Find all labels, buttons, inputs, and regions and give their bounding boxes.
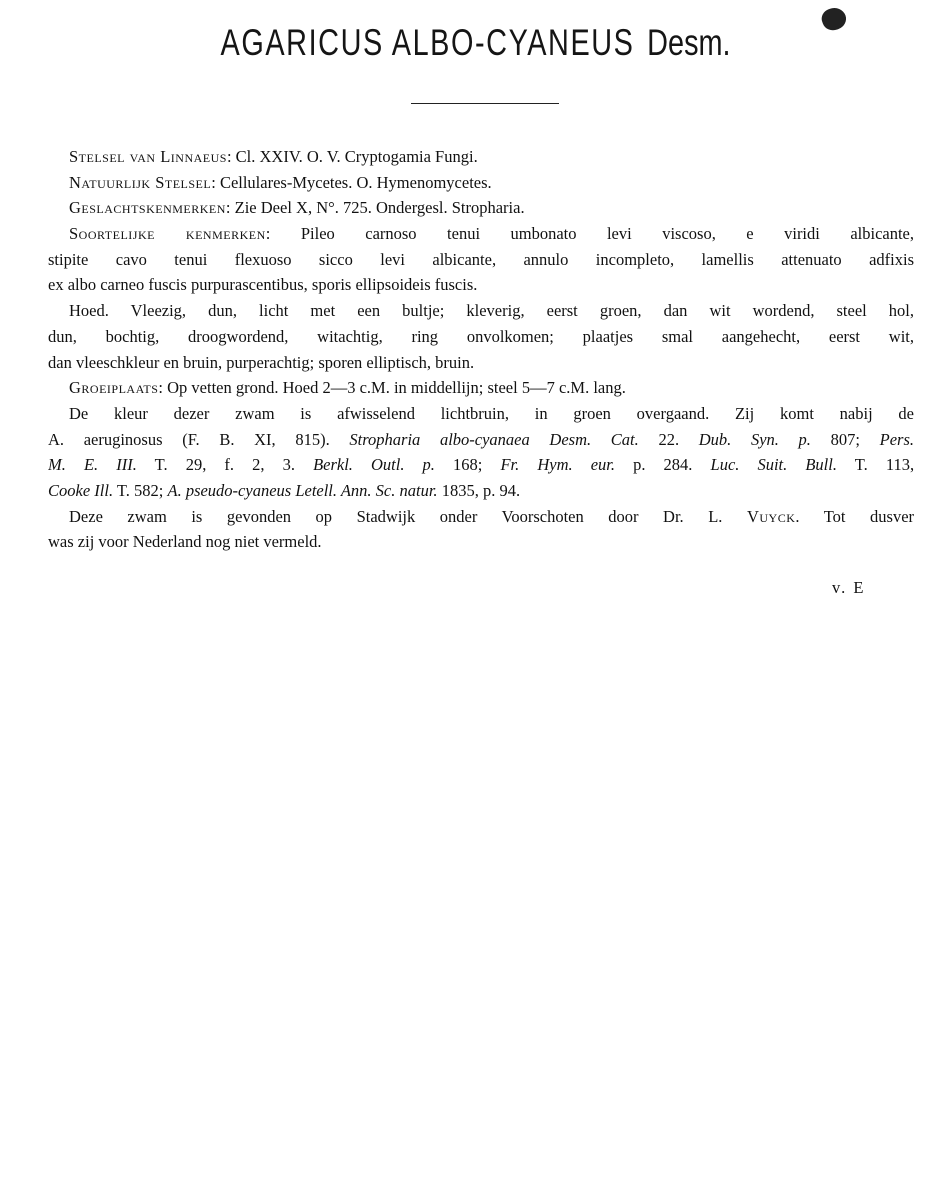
ref-italic: Berkl. Outl. p. [313, 455, 435, 475]
genus-characters-value: Zie Deel X, N°. 725. Ondergesl. Stropharia. [234, 198, 525, 218]
natural-system-value: Cellulares-Mycetes. O. Hymenomycetes. [219, 172, 492, 192]
species-characters-label: Soortelijke kenmerken [69, 224, 266, 244]
linnaeus-value: Cl. XXIV. O. V. Cryptogamia Fungi. [235, 147, 478, 166]
remarks-line-1: De kleur dezer zwam is afwisselend lichtbruin, in groen overgaand. Zij komt nabij de [69, 403, 914, 423]
ref-text: 807; [830, 429, 860, 449]
ref-text: 22. [658, 429, 680, 449]
species-characters-line: Soortelijke kenmerken: Pileo carnoso tenui umbonato levi viscoso, e viridi albicante, [69, 224, 914, 244]
linnaeus-label: Stelsel van Linnaeus [69, 147, 227, 166]
habitat-line: Groeiplaats: Op vetten grond. Hoed 2—3 c.M. in middellijn; steel 5—7 c.M. lang. [69, 378, 626, 398]
genus-characters-line: Geslachtskenmerken: Zie Deel X, N°. 725. Ondergesl. Stropharia. [69, 198, 525, 218]
cap-description-line-2: dun, bochtig, droogwordend, witachtig, ring onvolkomen; plaatjes smal aangehecht, eerst wit, [48, 326, 914, 346]
ref-text: T. 113, [854, 455, 914, 475]
genus-characters-label: Geslachtskenmerken [69, 198, 226, 218]
cap-description-line-1: Hoed. Vleezig, dun, licht met een bultje; kleverig, eerst groen, dan wit wordend, steel hol, [69, 301, 914, 321]
ref-text: 168; [453, 455, 483, 475]
description-text [48, 144, 914, 555]
title-main: AGARICUS ALBO-CYANEUS [220, 22, 635, 63]
ref-italic: A. pseudo-cyaneus Letell. Ann. Sc. natur. [167, 481, 438, 501]
ref-italic: Stropharia albo-cyanaea Desm. Cat. [349, 429, 639, 449]
references-line-1 [48, 427, 914, 453]
ref-text: A. aeruginosus (F. B. XI, 815). [48, 429, 330, 449]
title-author: Desm. [647, 22, 731, 63]
finding-text: Deze zwam is gevonden op Stadwijk onder Voorschoten door Dr. L. [69, 506, 723, 526]
page-title [108, 22, 844, 64]
ref-text: p. 284. [633, 455, 693, 475]
species-line-2: stipite cavo tenui flexuoso sicco levi albicante, annulo incompleto, lamellis attenuato adfixis [48, 249, 914, 269]
finding-text: . Tot dusver [795, 506, 914, 526]
natural-system-label: Natuurlijk Stelsel [69, 172, 212, 192]
ref-italic: Dub. Syn. p. [698, 429, 811, 449]
references-line-2 [48, 452, 914, 478]
ref-text: T. 29, f. 2, 3. [154, 455, 295, 475]
natural-system-line: Natuurlijk Stelsel: Cellulares-Mycetes. O. Hymenomycetes. [69, 172, 492, 192]
finding-line-2: was zij voor Nederland nog niet vermeld. [48, 532, 322, 552]
habitat-value: Op vetten grond. Hoed 2—3 c.M. in middellijn; steel 5—7 c.M. lang. [167, 378, 626, 398]
linnaeus-system-line: Stelsel van Linnaeus: Cl. XXIV. O. V. Cryptogamia Fungi. [69, 147, 478, 166]
finder-name: Vuyck [746, 506, 796, 526]
ref-italic: Fr. Hym. eur. [500, 455, 615, 475]
ref-text: 1835, p. 94. [441, 481, 521, 501]
ref-italic: Luc. Suit. Bull. [710, 455, 837, 475]
finding-line-1 [48, 504, 914, 530]
ref-italic: M. E. III. [48, 455, 137, 475]
author-signature: v. E [832, 578, 866, 597]
cap-description-line-3: dan vleeschkleur en bruin, purperachtig; sporen elliptisch, bruin. [48, 352, 475, 372]
ref-italic: Pers. [879, 429, 914, 449]
references-line-3 [48, 478, 914, 504]
habitat-label: Groeiplaats [69, 378, 159, 398]
ref-text: T. 582; [116, 481, 164, 501]
ref-italic: Cooke Ill. [48, 481, 114, 501]
species-line-3: ex albo carneo fuscis purpurascentibus, sporis ellipsoideis fuscis. [48, 275, 478, 295]
species-characters-value: Pileo carnoso tenui umbonato levi viscoso, e viridi albicante, [300, 224, 914, 244]
title-divider [411, 103, 559, 104]
